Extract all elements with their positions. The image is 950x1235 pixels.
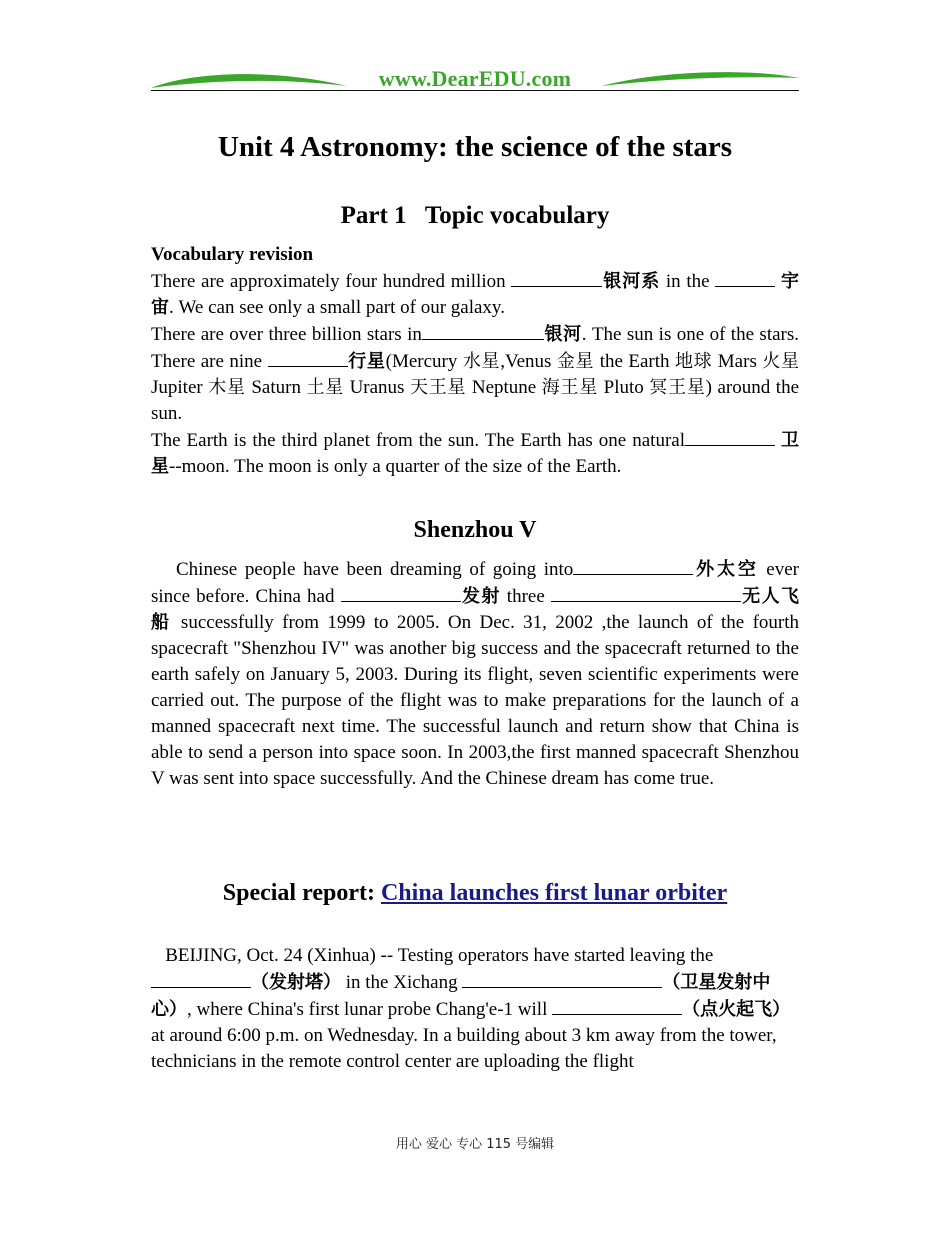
answer-blank[interactable] [462, 969, 662, 988]
answer-blank[interactable] [151, 969, 251, 988]
page-footer: 用心 爱心 专心 115 号编辑 [395, 1137, 555, 1152]
answer-blank[interactable] [341, 583, 461, 602]
answer-blank[interactable] [715, 268, 775, 287]
shenzhou-paragraph: Chinese people have been dreaming of going into 外太空 ever since before. China had 发射 three 无人飞船 successfully from 1999 to 2005. On Dec. 31, 2002 ,the launch of the fourth spacecraft "Shenzhou IV" was another big success and the spacecraft returned to the earth safely on January 5, 2003. During its flight, seven scientific experiments were carried out. The purpose of the flight was to make preparations for the launch of a manned spacecraft next time. The successful launch and return show that China is able to send a person into space soon. In 2003,the first manned spacecraft Shenzhou V was sent into space successfully. And the Chinese dream has come true. [151, 556, 799, 792]
answer-blank[interactable] [685, 427, 775, 446]
answer-blank[interactable] [268, 348, 348, 367]
shenzhou-heading: Shenzhou V [413, 517, 537, 543]
vocabulary-section [151, 242, 799, 480]
report-paragraph: BEIJING, Oct. 24 (Xinhua) -- Testing operators have started leaving the （发射塔） in the Xichang （卫星发射中心）, where China's first lunar probe Chang'e-1 will （点火起飞）at around 6:00 p.m. on Wednesday. In a building about 3 km away from the tower, technicians in the remote control center are uploading the flight [151, 945, 791, 1072]
vocab-heading: Vocabulary revision [151, 244, 314, 265]
special-report-heading: Special report: China launches first lunar orbiter [222, 880, 728, 906]
header-banner [151, 66, 799, 94]
site-logo: www.DearEDU.com [378, 66, 572, 91]
page-title: Unit 4 Astronomy: the science of the stars [217, 131, 733, 163]
answer-blank[interactable] [573, 556, 693, 575]
report-section [151, 943, 799, 1075]
header-rule [151, 90, 799, 91]
vocab-paragraph-2: There are over three billion stars in 银河. The sun is one of the stars. There are nine 行星(Mercury 水星,Venus 金星 the Earth 地球 Mars 火星 Jupiter 木星 Saturn 土星 Uranus 天王星 Neptune 海王星 Pluto 冥王星) around the sun. [151, 321, 799, 427]
shenzhou-section [151, 556, 799, 792]
answer-blank[interactable] [422, 321, 544, 340]
answer-blank[interactable] [552, 996, 682, 1015]
vocab-paragraph-1: There are approximately four hundred million 银河系 in the 宇宙. We can see only a small part of our galaxy. [151, 268, 799, 321]
answer-blank[interactable] [511, 268, 602, 287]
part1-heading: Part 1 Topic vocabulary [340, 202, 610, 229]
vocab-paragraph-3: The Earth is the third planet from the sun. The Earth has one natural 卫星--moon. The moon is only a quarter of the size of the Earth. [151, 427, 799, 480]
report-link[interactable]: China launches first lunar orbiter [380, 880, 728, 906]
answer-blank[interactable] [551, 583, 741, 602]
